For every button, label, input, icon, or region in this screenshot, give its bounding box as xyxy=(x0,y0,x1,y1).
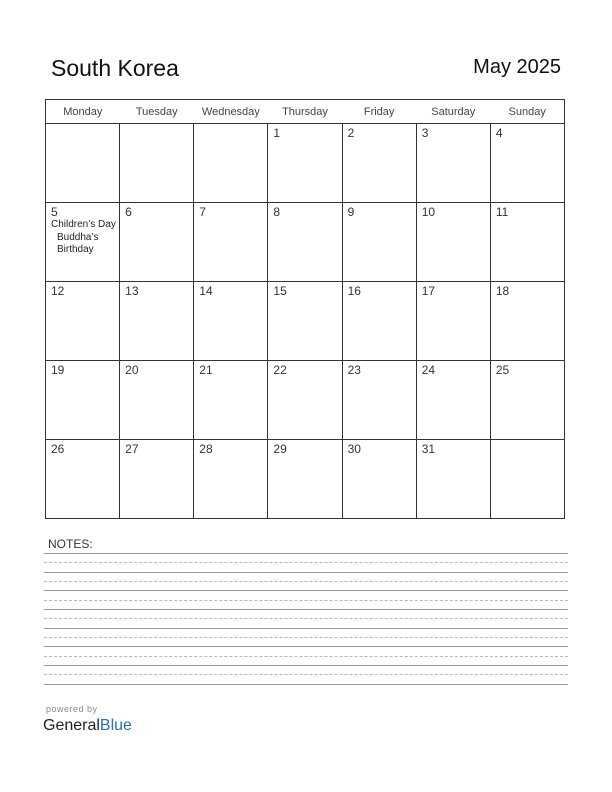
day-cell xyxy=(194,203,268,282)
day-cell xyxy=(46,203,120,282)
day-number: 31 xyxy=(421,442,436,456)
notes-line xyxy=(44,553,568,554)
day-number: 26 xyxy=(51,442,65,456)
day-number: 2 xyxy=(347,126,355,140)
day-number: 13 xyxy=(125,284,139,298)
day-number: 28 xyxy=(199,442,213,456)
day-cell xyxy=(342,124,416,203)
day-cell xyxy=(342,361,416,440)
day-cell xyxy=(46,361,120,440)
notes-line xyxy=(44,646,568,647)
day-number: 12 xyxy=(51,284,65,298)
day-cell xyxy=(194,440,268,519)
day-cell xyxy=(490,361,564,440)
day-number: 11 xyxy=(495,205,509,219)
day-cell xyxy=(268,282,342,361)
notes-line xyxy=(44,628,568,629)
day-number: 16 xyxy=(347,284,361,298)
day-cell xyxy=(416,440,490,519)
day-number: 4 xyxy=(495,126,503,140)
holiday-label: Children’s Day xyxy=(51,219,116,230)
brand-general-text: General xyxy=(43,717,100,734)
week-row xyxy=(46,124,565,203)
day-cell xyxy=(120,361,194,440)
day-cell xyxy=(342,282,416,361)
day-number: 19 xyxy=(51,363,65,377)
notes-line xyxy=(44,618,568,619)
weekday-header-row xyxy=(46,100,565,124)
day-number: 27 xyxy=(125,442,139,456)
day-cell xyxy=(268,440,342,519)
day-cell xyxy=(194,282,268,361)
notes-line xyxy=(44,674,568,675)
day-number: 25 xyxy=(495,363,510,377)
day-number: 14 xyxy=(199,284,213,298)
day-cell xyxy=(120,203,194,282)
day-number: 17 xyxy=(421,284,436,298)
calendar-country-title: South Korea xyxy=(51,55,179,81)
day-number: 24 xyxy=(421,363,436,377)
week-row xyxy=(46,203,565,282)
day-cell xyxy=(46,440,120,519)
notes-line xyxy=(44,581,568,582)
notes-line xyxy=(44,684,568,685)
day-cell xyxy=(490,440,564,519)
day-number: 1 xyxy=(273,126,281,140)
day-cell xyxy=(490,282,564,361)
day-cell xyxy=(120,440,194,519)
day-number: 23 xyxy=(347,363,361,377)
day-cell xyxy=(342,203,416,282)
notes-line xyxy=(44,609,568,610)
day-cell xyxy=(46,282,120,361)
notes-line xyxy=(44,600,568,601)
week-row xyxy=(46,440,565,519)
day-cell xyxy=(120,282,194,361)
day-number: 9 xyxy=(347,205,355,219)
notes-line xyxy=(44,665,568,666)
weekday-header: Friday xyxy=(342,100,416,124)
notes-line xyxy=(44,637,568,638)
weekday-header: Sunday xyxy=(490,100,564,124)
week-row xyxy=(46,282,565,361)
brand-blue-text: Blue xyxy=(99,717,132,734)
day-number: 20 xyxy=(125,363,139,377)
notes-label: NOTES: xyxy=(48,537,93,551)
day-cell xyxy=(194,124,268,203)
day-cell xyxy=(268,124,342,203)
day-number: 8 xyxy=(273,205,281,219)
day-number: 5 xyxy=(51,205,58,219)
powered-by-text: powered by xyxy=(46,704,98,714)
generalblue-logo[interactable] xyxy=(43,717,132,735)
day-cell xyxy=(194,361,268,440)
weekday-header: Thursday xyxy=(268,100,342,124)
notes-line xyxy=(44,590,568,591)
day-cell xyxy=(490,124,564,203)
holiday-label: Buddha’s Birthday xyxy=(57,231,99,255)
day-cell xyxy=(268,203,342,282)
day-cell xyxy=(416,282,490,361)
day-cell xyxy=(416,361,490,440)
day-number: 15 xyxy=(273,284,287,298)
day-cell xyxy=(416,203,490,282)
day-number: 6 xyxy=(125,205,132,219)
day-number: 18 xyxy=(495,284,510,298)
notes-line xyxy=(44,656,568,657)
weekday-header: Wednesday xyxy=(194,100,268,124)
day-number: 21 xyxy=(199,363,213,377)
day-number: 29 xyxy=(273,442,287,456)
day-number: 10 xyxy=(421,205,436,219)
calendar-month-title: May 2025 xyxy=(473,56,561,78)
day-cell xyxy=(268,361,342,440)
weekday-header: Tuesday xyxy=(120,100,194,124)
day-cell xyxy=(490,203,564,282)
day-number: 3 xyxy=(421,126,429,140)
notes-line xyxy=(44,572,568,573)
day-cell xyxy=(416,124,490,203)
week-row xyxy=(46,361,565,440)
calendar-grid xyxy=(45,99,565,519)
day-cell xyxy=(342,440,416,519)
day-number: 7 xyxy=(199,205,206,219)
notes-line xyxy=(44,562,568,563)
day-number: 22 xyxy=(273,363,287,377)
weekday-header: Monday xyxy=(46,100,120,124)
day-number: 30 xyxy=(347,442,361,456)
day-cell xyxy=(120,124,194,203)
weekday-header: Saturday xyxy=(416,100,490,124)
day-cell xyxy=(46,124,120,203)
